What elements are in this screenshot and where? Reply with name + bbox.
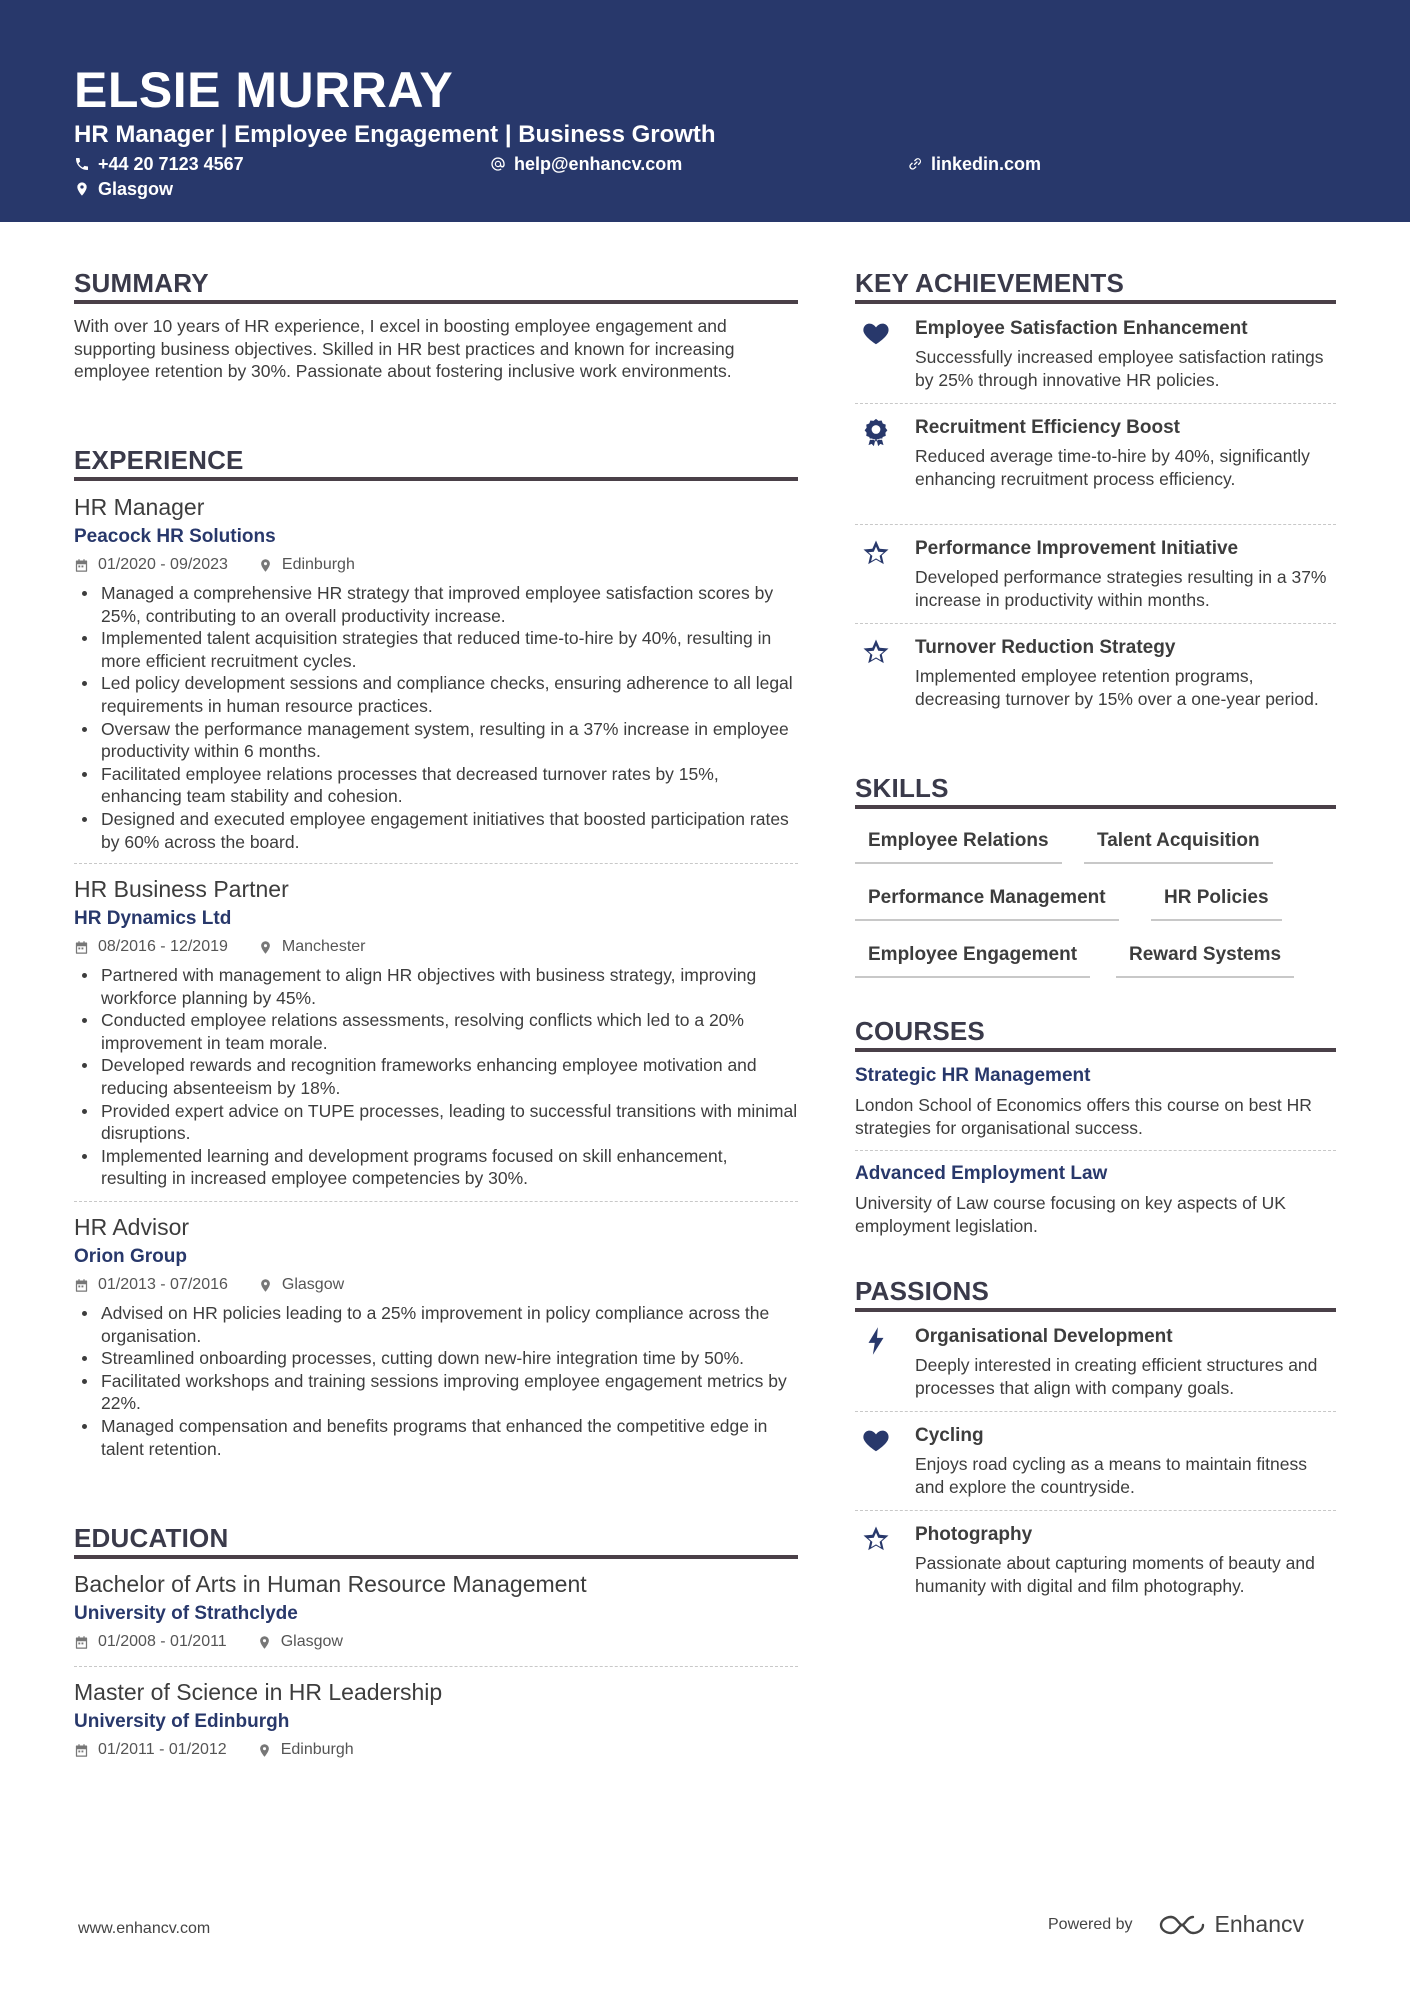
candidate-name: ELSIE MURRAY xyxy=(74,62,454,118)
achievement-desc: Reduced average time-to-hire by 40%, significantly enhancing recruitment process efficiency. xyxy=(915,446,1310,489)
course-desc: London School of Economics offers this course on best HR strategies for organisational success. xyxy=(855,1095,1312,1138)
experience-job xyxy=(74,492,798,853)
job-location: Glasgow xyxy=(281,1276,345,1293)
email-text: help@enhancv.com xyxy=(514,154,683,174)
location-text: Glasgow xyxy=(98,179,174,199)
education-rule xyxy=(74,1555,798,1559)
passions-title: PASSIONS xyxy=(855,1276,990,1306)
passion-title: Photography xyxy=(915,1524,1033,1545)
location-pin-icon xyxy=(258,1278,273,1293)
calendar-icon xyxy=(74,1743,89,1758)
list-item: Designed and executed employee engagement initiatives that boosted participation rates by 60% across the board. xyxy=(74,808,798,853)
job-bullets xyxy=(74,1302,798,1460)
list-item: Implemented learning and development programs focused on skill enhancement, resulting in increased employee competencies by 30%. xyxy=(74,1145,798,1190)
heart-icon xyxy=(861,1425,891,1455)
phone-text: +44 20 7123 4567 xyxy=(98,154,244,174)
contact-linkedin[interactable] xyxy=(907,153,1041,175)
education-school: University of Strathclyde xyxy=(74,1603,298,1624)
heart-icon xyxy=(861,318,891,348)
calendar-icon xyxy=(74,558,89,573)
location-pin-icon xyxy=(74,181,90,197)
job-role: HR Business Partner xyxy=(74,876,289,902)
divider xyxy=(855,1150,1336,1151)
skills-rule xyxy=(855,805,1336,809)
passion-desc: Enjoys road cycling as a means to maintain fitness and explore the countryside. xyxy=(915,1454,1307,1497)
location-pin-icon xyxy=(258,558,273,573)
passion-desc: Deeply interested in creating efficient structures and processes that align with company goals. xyxy=(915,1355,1318,1398)
divider xyxy=(74,1201,798,1202)
contact-location xyxy=(74,178,173,200)
divider xyxy=(74,863,798,864)
calendar-icon xyxy=(74,1278,89,1293)
link-icon xyxy=(907,156,923,172)
footer-branding xyxy=(1048,1911,1304,1938)
achievements-title: KEY ACHIEVEMENTS xyxy=(855,268,1125,298)
list-item: Advised on HR policies leading to a 25% improvement in policy compliance across the organisation. xyxy=(74,1302,798,1347)
resume-header xyxy=(0,0,1410,222)
education-item xyxy=(74,1569,798,1653)
experience-title: EXPERIENCE xyxy=(74,445,244,475)
job-company: HR Dynamics Ltd xyxy=(74,908,232,929)
at-sign-icon xyxy=(490,156,506,172)
achievements-rule xyxy=(855,300,1336,304)
linkedin-text: linkedin.com xyxy=(931,154,1042,174)
course-desc: University of Law course focusing on key aspects of UK employment legislation. xyxy=(855,1193,1286,1236)
star-icon xyxy=(861,637,891,667)
calendar-icon xyxy=(74,1635,89,1650)
list-item: Facilitated workshops and training sessions improving employee engagement metrics by 22%. xyxy=(74,1370,798,1415)
list-item: Oversaw the performance management system, resulting in a 37% increase in employee productivity within 6 months. xyxy=(74,718,798,763)
calendar-icon xyxy=(74,940,89,955)
achievement-title: Employee Satisfaction Enhancement xyxy=(915,318,1248,339)
job-company: Orion Group xyxy=(74,1246,187,1267)
job-meta xyxy=(74,554,798,576)
education-degree: Master of Science in HR Leadership xyxy=(74,1679,443,1705)
divider xyxy=(855,524,1336,525)
job-location: Edinburgh xyxy=(281,556,355,573)
divider xyxy=(855,623,1336,624)
job-meta xyxy=(74,1274,798,1296)
education-title: EDUCATION xyxy=(74,1523,229,1553)
job-location: Manchester xyxy=(281,938,366,955)
job-bullets xyxy=(74,964,798,1190)
passions-rule xyxy=(855,1308,1336,1312)
achievement-desc: Successfully increased employee satisfaction ratings by 25% through innovative HR policies. xyxy=(915,347,1324,390)
passion-title: Cycling xyxy=(915,1425,984,1446)
education-meta xyxy=(74,1631,798,1653)
achievement-title: Recruitment Efficiency Boost xyxy=(915,417,1180,438)
skill-tag: HR Policies xyxy=(1151,885,1282,921)
divider xyxy=(855,1411,1336,1412)
education-dates: 01/2011 - 01/2012 xyxy=(98,1741,227,1758)
education-meta xyxy=(74,1739,798,1761)
achievement-title: Turnover Reduction Strategy xyxy=(915,637,1176,658)
list-item: Led policy development sessions and compliance checks, ensuring adherence to all legal requirements in human resource practices. xyxy=(74,672,798,717)
skill-tag: Reward Systems xyxy=(1116,942,1294,978)
footer-website[interactable]: www.enhancv.com xyxy=(78,1920,211,1937)
education-school: University of Edinburgh xyxy=(74,1711,290,1732)
brand-logo xyxy=(1159,1911,1305,1938)
experience-rule xyxy=(74,477,798,481)
location-pin-icon xyxy=(257,1635,272,1650)
location-pin-icon xyxy=(257,1743,272,1758)
courses-rule xyxy=(855,1048,1336,1052)
courses-title: COURSES xyxy=(855,1016,985,1046)
education-item xyxy=(74,1677,798,1761)
achievement-desc: Developed performance strategies resulting in a 37% increase in productivity within months. xyxy=(915,567,1327,610)
summary-rule xyxy=(74,300,798,304)
job-dates: 01/2020 - 09/2023 xyxy=(98,556,228,573)
course-title: Advanced Employment Law xyxy=(855,1163,1108,1184)
education-degree: Bachelor of Arts in Human Resource Management xyxy=(74,1571,587,1597)
location-pin-icon xyxy=(258,940,273,955)
education-location: Glasgow xyxy=(280,1633,343,1650)
star-icon xyxy=(861,538,891,568)
list-item: Provided expert advice on TUPE processes, leading to successful transitions with minimal disruptions. xyxy=(74,1100,798,1145)
powered-by-label: Powered by xyxy=(1048,1915,1133,1933)
course-title: Strategic HR Management xyxy=(855,1065,1091,1086)
skill-tag: Performance Management xyxy=(855,885,1119,921)
passion-desc: Passionate about capturing moments of beauty and humanity with digital and film photography. xyxy=(915,1553,1315,1596)
job-bullets xyxy=(74,582,798,853)
list-item: Facilitated employee relations processes that decreased turnover rates by 15%, enhancing team stability and cohesion. xyxy=(74,763,798,808)
skill-tag: Talent Acquisition xyxy=(1084,828,1273,864)
experience-job xyxy=(74,874,798,1190)
list-item: Streamlined onboarding processes, cutting down new-hire integration time by 50%. xyxy=(74,1347,798,1370)
lightning-bolt-icon xyxy=(861,1326,891,1356)
job-dates: 01/2013 - 07/2016 xyxy=(98,1276,228,1293)
enhancv-logo-icon xyxy=(1159,1913,1205,1937)
job-role: HR Manager xyxy=(74,494,205,520)
experience-job xyxy=(74,1212,798,1460)
brand-name: Enhancv xyxy=(1214,1911,1305,1937)
award-ribbon-icon xyxy=(861,417,891,447)
divider xyxy=(74,1666,798,1667)
passion-title: Organisational Development xyxy=(915,1326,1173,1347)
phone-icon xyxy=(74,156,90,172)
contact-phone xyxy=(74,153,244,175)
achievement-desc: Implemented employee retention programs, decreasing turnover by 15% over a one-year period. xyxy=(915,666,1319,709)
skill-tag: Employee Relations xyxy=(855,828,1062,864)
list-item: Partnered with management to align HR objectives with business strategy, improving workforce planning by 45%. xyxy=(74,964,798,1009)
education-location: Edinburgh xyxy=(280,1741,354,1758)
summary-text: With over 10 years of HR experience, I excel in boosting employee engagement and supporting business objectives. Skilled in HR best practices and known for increasing employee retention by 30%. Passionate about fostering inclusive work environments. xyxy=(74,316,735,382)
achievement-title: Performance Improvement Initiative xyxy=(915,538,1239,559)
divider xyxy=(855,403,1336,404)
divider xyxy=(855,1510,1336,1511)
job-dates: 08/2016 - 12/2019 xyxy=(98,938,228,955)
candidate-headline: HR Manager | Employee Engagement | Business Growth xyxy=(74,121,716,148)
summary-title: SUMMARY xyxy=(74,268,209,298)
job-role: HR Advisor xyxy=(74,1214,190,1240)
skills-title: SKILLS xyxy=(855,773,949,803)
list-item: Conducted employee relations assessments, resolving conflicts which led to a 20% improvement in team morale. xyxy=(74,1009,798,1054)
list-item: Managed compensation and benefits programs that enhanced the competitive edge in talent retention. xyxy=(74,1415,798,1460)
education-dates: 01/2008 - 01/2011 xyxy=(98,1633,227,1650)
contact-email[interactable] xyxy=(490,153,682,175)
star-icon xyxy=(861,1524,891,1554)
list-item: Managed a comprehensive HR strategy that improved employee satisfaction scores by 25%, contributing to an overall productivity increase. xyxy=(74,582,798,627)
skill-tag: Employee Engagement xyxy=(855,942,1090,978)
list-item: Developed rewards and recognition frameworks enhancing employee motivation and reducing absenteeism by 18%. xyxy=(74,1054,798,1099)
job-meta xyxy=(74,936,798,958)
job-company: Peacock HR Solutions xyxy=(74,526,276,547)
list-item: Implemented talent acquisition strategies that reduced time-to-hire by 40%, resulting in more efficient recruitment cycles. xyxy=(74,627,798,672)
